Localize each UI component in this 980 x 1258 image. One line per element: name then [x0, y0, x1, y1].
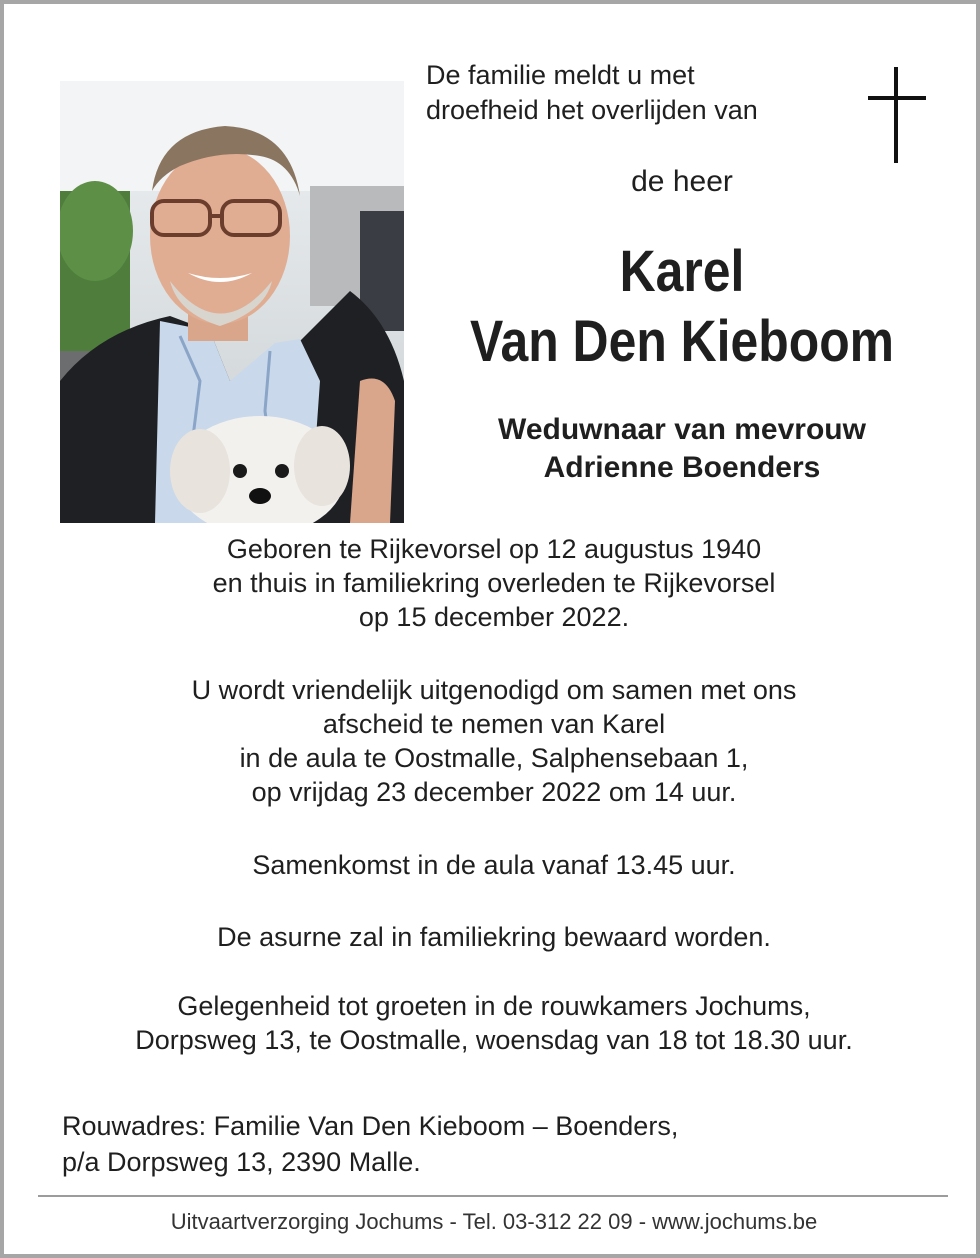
text-line: afscheid te nemen van Karel: [322, 709, 666, 739]
text-line: Gelegenheid tot groeten in de rouwkamers Jochums,: [177, 991, 811, 1021]
portrait-photo: [60, 81, 404, 523]
funeral-home-footer: Uitvaartverzorging Jochums - Tel. 03-312 22 09 - www.jochums.be: [170, 1209, 818, 1234]
text-line: in de aula te Oostmalle, Salphensebaan 1,: [239, 743, 749, 773]
gathering-paragraph: [24, 848, 964, 882]
cross-icon: [868, 67, 926, 163]
text-line: Dorpsweg 13, te Oostmalle, woensdag van 18 tot 18.30 uur.: [135, 1025, 853, 1055]
text-line: Samenkomst in de aula vanaf 13.45 uur.: [252, 850, 736, 880]
text-line: op 15 december 2022.: [358, 602, 630, 632]
text-line: op vrijdag 23 december 2022 om 14 uur.: [251, 777, 737, 807]
text-line: Geboren te Rijkevorsel op 12 augustus 1940: [226, 534, 762, 564]
address-line: p/a Dorpsweg 13, 2390 Malle.: [62, 1147, 421, 1177]
honorific: de heer: [631, 165, 733, 198]
text-line: De asurne zal in familiekring bewaard worden.: [217, 922, 771, 952]
intro-line: De familie meldt u met: [426, 60, 695, 90]
intro-line: droefheid het overlijden van: [426, 95, 758, 125]
widow-line: Adrienne Boenders: [543, 451, 821, 484]
last-name: Van Den Kieboom: [469, 309, 895, 374]
widow-line: Weduwnaar van mevrouw: [498, 413, 866, 446]
mourning-address: [62, 1108, 922, 1180]
first-name: Karel: [619, 239, 745, 304]
visitation-paragraph: [24, 989, 964, 1057]
urn-paragraph: [24, 920, 964, 954]
text-line: en thuis in familiekring overleden te Rijkevorsel: [212, 568, 776, 598]
birth-death-paragraph: [24, 532, 964, 634]
farewell-paragraph: [24, 673, 964, 809]
address-line: Rouwadres: Familie Van Den Kieboom – Boenders,: [62, 1111, 679, 1141]
deceased-name: [462, 237, 902, 377]
intro-text: [426, 58, 846, 128]
widow-statement: [426, 411, 938, 487]
divider: [38, 1195, 948, 1197]
text-line: U wordt vriendelijk uitgenodigd om samen met ons: [191, 675, 797, 705]
